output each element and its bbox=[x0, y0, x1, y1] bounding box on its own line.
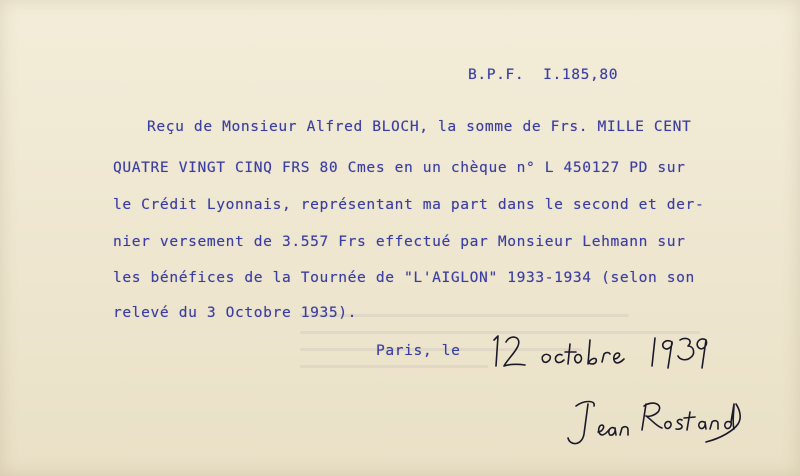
handwritten-date bbox=[480, 326, 720, 376]
signature bbox=[554, 392, 754, 462]
body-line-3: le Crédit Lyonnais, représentant ma part dans le second et der- bbox=[113, 196, 705, 213]
place-date-prefix: Paris, le bbox=[376, 342, 461, 359]
body-line-6: relevé du 3 Octobre 1935). bbox=[113, 304, 358, 321]
body-line-2: QUATRE VINGT CINQ FRS 80 Cmes en un chèque n° L 450127 PD sur bbox=[113, 159, 686, 176]
body-line-1: Reçu de Monsieur Alfred BLOCH, la somme de Frs. MILLE CENT bbox=[147, 118, 692, 135]
body-line-5: les bénéfices de la Tournée de "L'AIGLON" 1933-1934 (selon son bbox=[113, 269, 695, 286]
body-line-4: nier versement de 3.557 Frs effectué par Monsieur Lehmann sur bbox=[113, 233, 686, 250]
reference-amount: B.P.F. I.185,80 bbox=[468, 66, 619, 83]
